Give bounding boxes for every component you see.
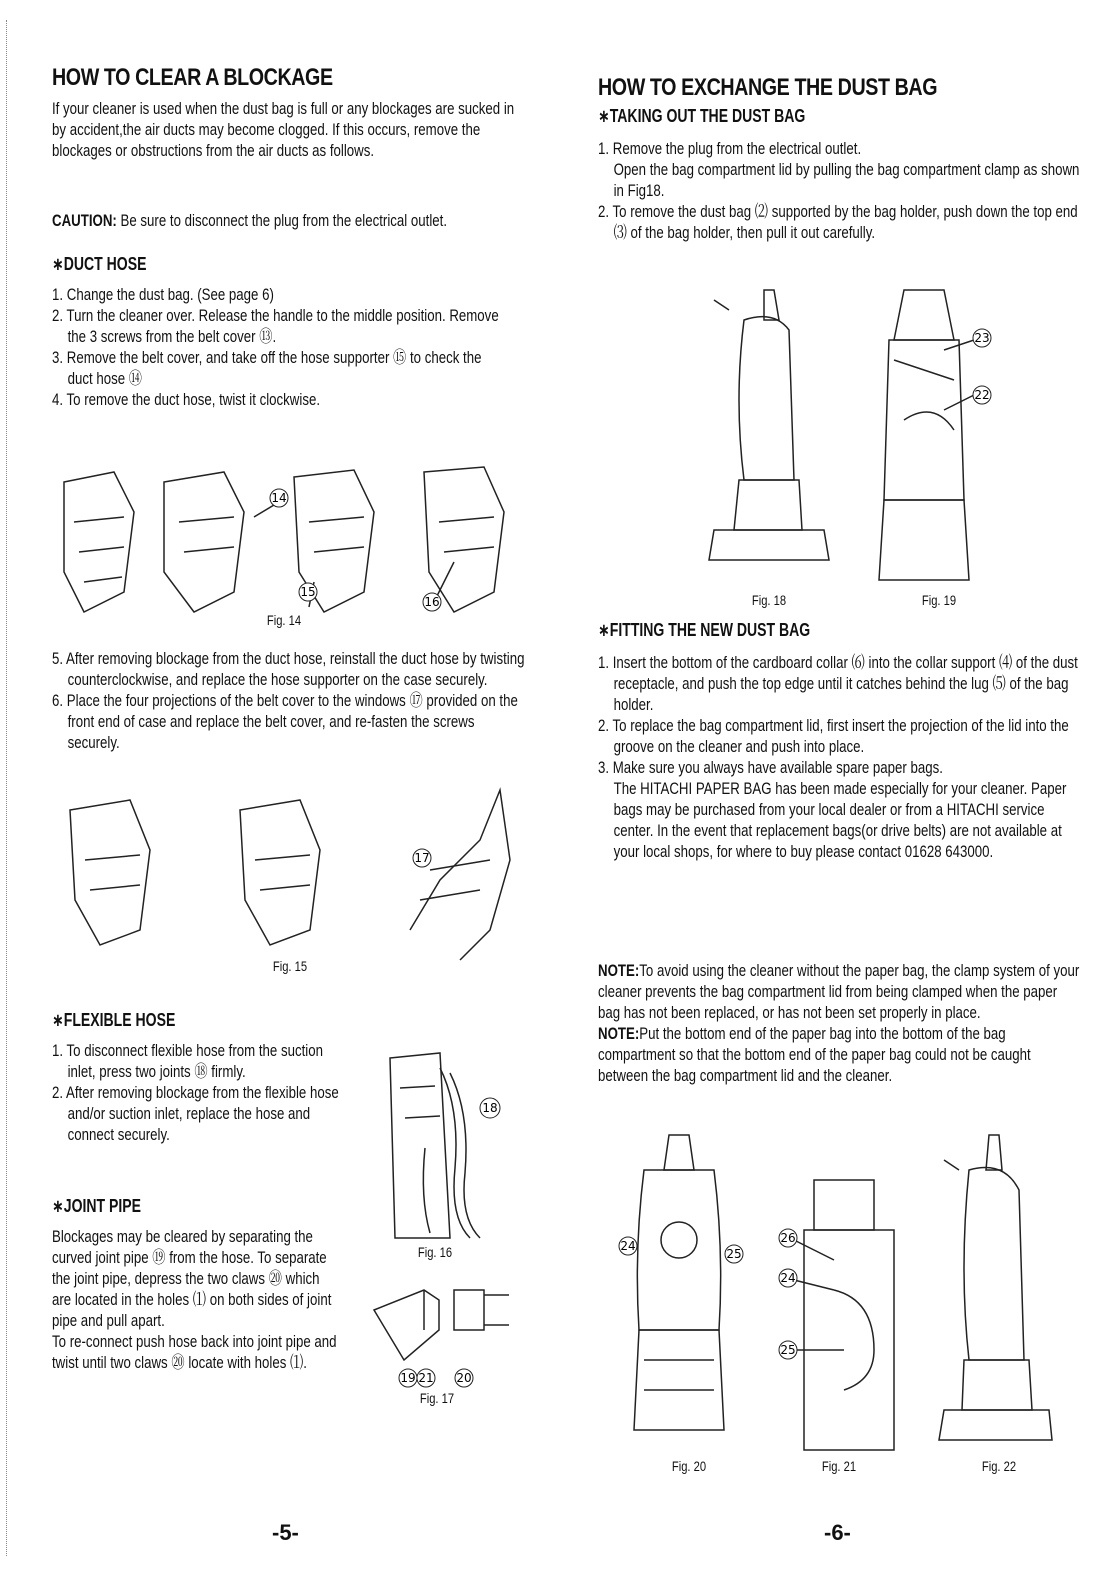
duct-step-5: 5. After removing blockage from the duct hose, reinstall the duct hose by twisting counterclockwise, and replace the hose supporter on the case securely. bbox=[52, 649, 525, 689]
left-page bbox=[0, 0, 540, 1576]
fig-20-callout-24: 24 bbox=[620, 1239, 636, 1253]
joint-pipe-heading: ∗JOINT PIPE bbox=[52, 1196, 142, 1216]
page-number-left: -5- bbox=[272, 1520, 299, 1545]
fig-22 bbox=[934, 1130, 1054, 1474]
taking-out-step-2: 2. To remove the dust bag ⑵ supported by the bag holder, push down the top end ⑶ of the bag holder, then pull it out carefully. bbox=[598, 202, 1078, 242]
flex-step-2: 2. After removing blockage from the flexible hose and/or suction inlet, replace the hose and connect securely. bbox=[52, 1083, 339, 1144]
page-number-right: -6- bbox=[824, 1520, 851, 1545]
fig-21-callout-25: 25 bbox=[780, 1343, 796, 1357]
flex-step-1: 1. To disconnect flexible hose from the suction inlet, press two joints ⑱ firmly. bbox=[52, 1041, 324, 1081]
fig-19-caption: Fig. 19 bbox=[921, 592, 957, 608]
fig-15-caption: Fig. 15 bbox=[272, 958, 308, 974]
fig-21-callout-24: 24 bbox=[780, 1271, 796, 1285]
fig-16 bbox=[380, 1048, 510, 1260]
fig-17-callout-20: 20 bbox=[456, 1371, 472, 1385]
fig-16-illustration bbox=[380, 1048, 510, 1248]
fig-14-caption: Fig. 14 bbox=[266, 612, 302, 628]
caution-note: CAUTION: Be sure to disconnect the plug from the electrical outlet. bbox=[52, 211, 448, 230]
flexible-hose-steps bbox=[52, 1040, 341, 1145]
duct-hose-steps bbox=[52, 284, 504, 410]
duct-step-1: 1. Change the dust bag. (See page 6) bbox=[52, 285, 274, 304]
fitting-steps bbox=[598, 652, 1082, 862]
fig-17-callout-19: 19 bbox=[400, 1371, 416, 1385]
fig-15 bbox=[60, 780, 530, 974]
fig-15-illustration bbox=[60, 780, 530, 970]
duct-hose-heading: ∗DUCT HOSE bbox=[52, 254, 147, 274]
fig-14-illustration bbox=[54, 462, 524, 632]
taking-out-step-1b: Open the bag compartment lid by pulling the bag compartment clamp as shown in Fig18. bbox=[613, 160, 1080, 200]
fitting-step-3-detail: The HITACHI PAPER BAG has been made especially for your cleaner. Paper bags may be purchased from your local dealer or from a HITACHI service center. In the event that replacement bags(or drive belts) are not available at your local shops, for where to buy please contact 01628 643000. bbox=[613, 779, 1067, 861]
fig-19-illustration bbox=[874, 280, 1004, 600]
right-page bbox=[554, 0, 1094, 1576]
taking-out-step-1: 1. Remove the plug from the electrical outlet. bbox=[598, 139, 862, 158]
fig-20-callout-25: 25 bbox=[726, 1247, 742, 1261]
fig-21 bbox=[764, 1170, 904, 1474]
fig-21-illustration bbox=[764, 1170, 904, 1470]
fitting-step-1: 1. Insert the bottom of the cardboard collar ⑹ into the collar support ⑷ of the dust receptacle, and push the top edge until it catches behind the lug ⑸ of the bag holder. bbox=[598, 653, 1078, 714]
taking-out-steps bbox=[598, 138, 1082, 243]
blockage-intro: If your cleaner is used when the dust bag is full or any blockages are sucked in by accident,the air ducts may become clogged. If this occurs, remove the blockages or obstructions from the air ducts as follows. bbox=[52, 99, 515, 160]
joint-pipe-text: Blockages may be cleared by separating the curved joint pipe ⑲ from the hose. To separate the joint pipe, depress the two claws ⑳ which are located in the holes ⑴ on both sides of joint pipe and pull apart. To re-connect push hose back into joint pipe and twist until two claws ⑳ locate with holes ⑴. bbox=[52, 1227, 337, 1372]
duct-step-6: 6. Place the four projections of the belt cover to the windows ⑰ provided on the front end of case and replace the belt cover, and re-fasten the screws securely. bbox=[52, 691, 518, 752]
fig-19 bbox=[874, 280, 1004, 608]
fig-16-callout-18: 18 bbox=[482, 1101, 498, 1115]
flexible-hose-heading: ∗FLEXIBLE HOSE bbox=[52, 1010, 176, 1030]
fig-22-caption: Fig. 22 bbox=[981, 1458, 1017, 1474]
fig-18 bbox=[704, 280, 834, 608]
fig-14-callout-16: 16 bbox=[424, 595, 440, 609]
duct-step-2: 2. Turn the cleaner over. Release the handle to the middle position. Remove the 3 screws from the belt cover ⑬. bbox=[52, 306, 499, 346]
duct-step-4: 4. To remove the duct hose, twist it clockwise. bbox=[52, 390, 321, 409]
fig-22-illustration bbox=[934, 1130, 1054, 1470]
fig-14-callout-15: 15 bbox=[300, 585, 316, 599]
fig-21-caption: Fig. 21 bbox=[821, 1458, 857, 1474]
fig-18-illustration bbox=[704, 280, 834, 600]
fig-16-caption: Fig. 16 bbox=[417, 1244, 453, 1260]
dust-bag-title: HOW TO EXCHANGE THE DUST BAG bbox=[598, 74, 938, 101]
fig-17-callout-21: 21 bbox=[418, 1371, 434, 1385]
fig-21-callout-26: 26 bbox=[780, 1231, 796, 1245]
fig-17-illustration bbox=[364, 1270, 514, 1390]
duct-hose-steps-after bbox=[52, 648, 528, 753]
fig-19-callout-22: 22 bbox=[974, 388, 990, 402]
blockage-title: HOW TO CLEAR A BLOCKAGE bbox=[52, 64, 333, 91]
fig-15-callout-17: 17 bbox=[414, 851, 430, 865]
fig-20-caption: Fig. 20 bbox=[671, 1458, 707, 1474]
fitting-step-2: 2. To replace the bag compartment lid, first insert the projection of the lid into the groove on the cleaner and push into place. bbox=[598, 716, 1069, 756]
taking-out-heading: ∗TAKING OUT THE DUST BAG bbox=[598, 106, 806, 126]
fig-20 bbox=[614, 1130, 754, 1474]
fig-20-illustration bbox=[614, 1130, 754, 1470]
fig-17 bbox=[364, 1270, 514, 1406]
fig-18-caption: Fig. 18 bbox=[751, 592, 787, 608]
fitting-step-3: 3. Make sure you always have available spare paper bags. bbox=[598, 758, 943, 777]
fig-14-callout-14: 14 bbox=[271, 491, 287, 505]
fig-19-callout-23: 23 bbox=[974, 331, 990, 345]
fig-14 bbox=[54, 462, 524, 632]
fitting-heading: ∗FITTING THE NEW DUST BAG bbox=[598, 620, 811, 640]
duct-step-3: 3. Remove the belt cover, and take off the hose supporter ⑮ to check the duct hose ⑭ bbox=[52, 348, 482, 388]
fig-17-caption: Fig. 17 bbox=[419, 1390, 455, 1406]
note-clamp: NOTE:To avoid using the cleaner without the paper bag, the clamp system of your cleaner prevents the bag compartment lid from being clamped when the paper bag has not been replaced, or has not been set properly in place. NOTE:Put the bottom end of the paper bag into the bottom of the bag compartment so that the bottom end of the paper bag could not be caught between the bag compartment lid and the cleaner. bbox=[598, 961, 1080, 1085]
